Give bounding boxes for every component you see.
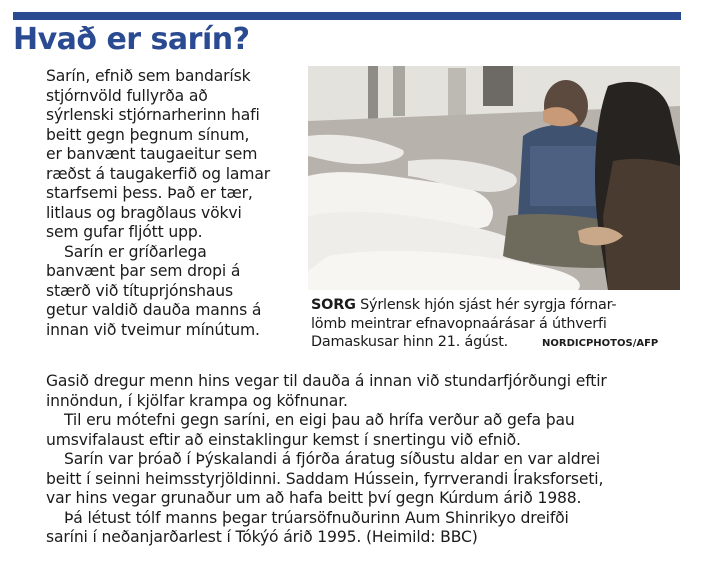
text-line: innan við tveimur mínútum.: [46, 320, 260, 339]
news-photo: [308, 66, 680, 290]
text-line: Sarín, efnið sem bandarísk: [46, 67, 251, 85]
caption-text: Sýrlensk hjón sjást hér syrgja fórnar-: [360, 297, 617, 313]
top-rule: [13, 12, 681, 20]
caption-text: Damaskusar hinn 21. ágúst.: [311, 334, 509, 350]
caption-line: [311, 333, 683, 354]
text-line: Sarín er gríðarlega: [64, 242, 207, 261]
text-line: innöndun, í kjölfar krampa og köfnunar.: [46, 391, 348, 410]
headline: Hvað er sarín?: [13, 22, 250, 57]
text-line: sem gufar fljótt upp.: [46, 223, 203, 241]
text-line: er banvænt taugaeitur sem: [46, 145, 258, 163]
text-line: var hins vegar grunaður um að hafa beitt því gegn Kúrdum árið 1988.: [46, 489, 582, 507]
text-line: Þá létust tólf manns þegar trúarsöfnuðurinn Aum Shinrikyo dreifði: [64, 508, 569, 527]
text-line: Til eru mótefni gegn saríni, en eigi þau að hrífa verður að gefa þau: [64, 411, 575, 429]
text-line: starfsemi þess. Það er tær,: [46, 184, 253, 202]
text-line: sýrlenski stjórnarherinn hafi: [46, 106, 260, 124]
left-column: [46, 67, 308, 340]
caption-line: [311, 296, 683, 315]
text-line: beitt gegn þegnum sínum,: [46, 125, 250, 144]
photo-caption: [311, 296, 683, 354]
text-line: getur valdið dauða manns á: [46, 301, 262, 319]
caption-line: lömb meintrar efnavopnaárásar á úthverfi: [311, 315, 607, 332]
text-line: banvænt þar sem dropi á: [46, 262, 241, 280]
text-line: Sarín var þróað í Þýskalandi á fjórða áratug síðustu aldar en var aldrei: [64, 450, 601, 468]
full-width-column: [46, 372, 686, 548]
text-line: saríni í neðanjarðarlest í Tókýó árið 1995. (Heimild: BBC): [46, 528, 478, 546]
text-line: beitt í seinni heimsstyrjöldinni. Saddam Hússein, fyrrverandi Íraksforseti,: [46, 469, 604, 488]
text-line: ræðst á taugakerfið og lamar: [46, 164, 271, 183]
text-line: umsvifalaust eftir að einstaklingur kemst í snertingu við efnið.: [46, 430, 521, 449]
caption-tag: SORG: [311, 297, 356, 313]
text-line: stjórnvöld fullyrða að: [46, 86, 208, 105]
text-line: litlaus og bragðlaus vökvi: [46, 203, 242, 222]
text-line: Gasið dregur menn hins vegar til dauða á innan við stundarfjórðungi eftir: [46, 372, 607, 390]
photo-credit: NORDICPHOTOS/AFP: [542, 338, 659, 349]
text-line: stærð við títuprjónshaus: [46, 281, 233, 300]
